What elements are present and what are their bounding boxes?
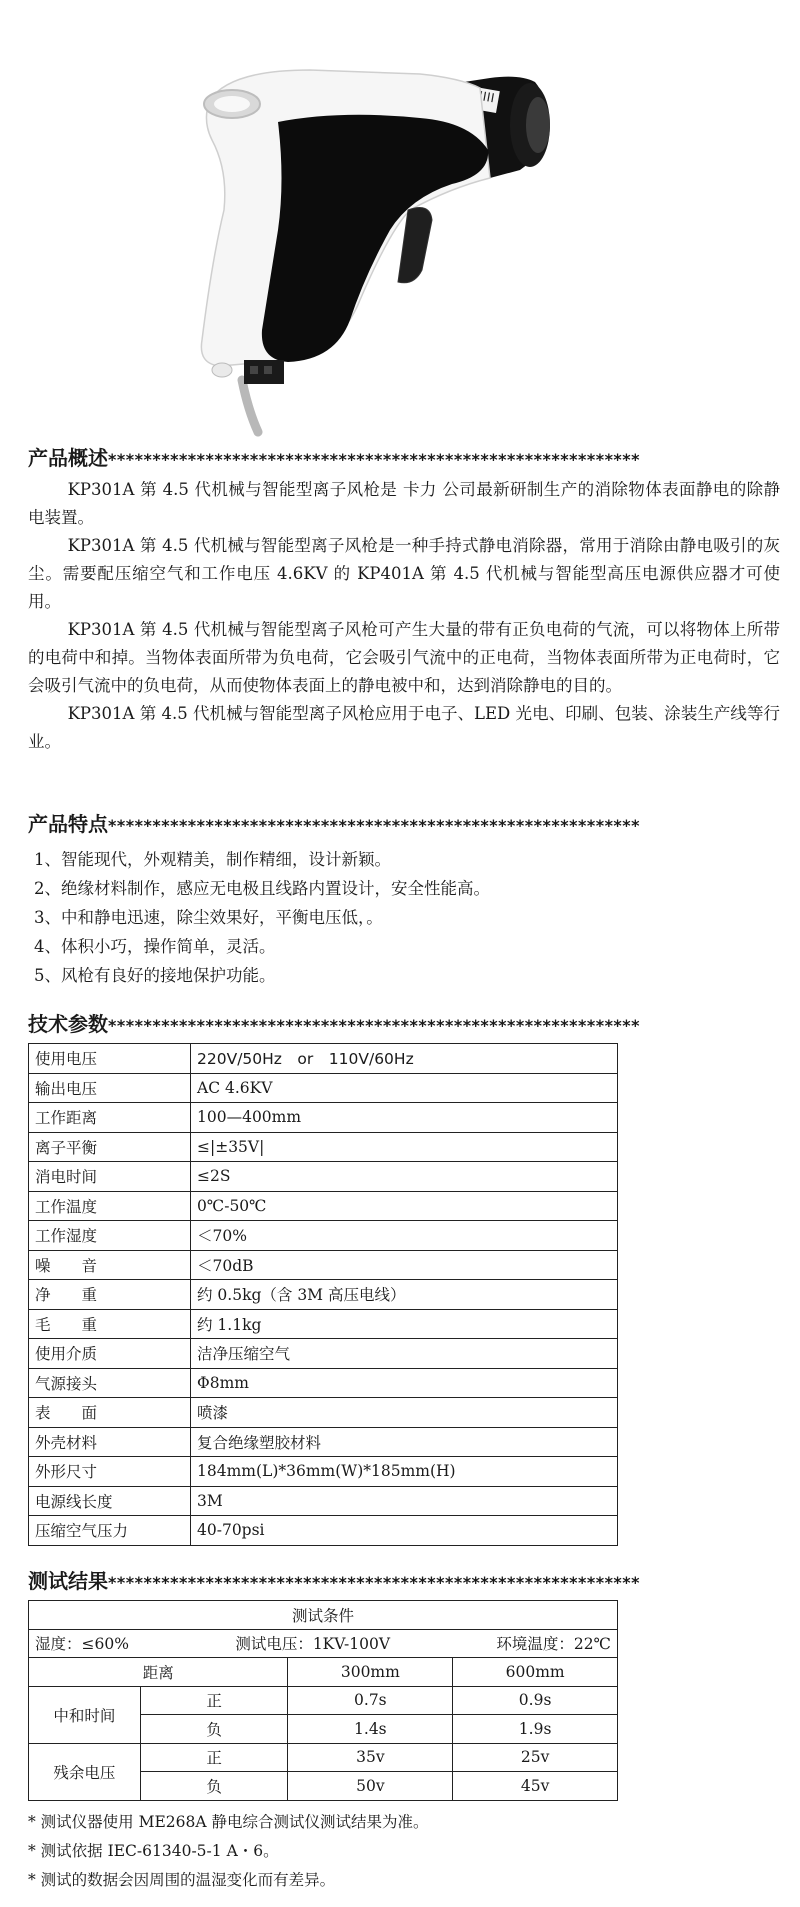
table-row: 电源线长度 3M [29, 1486, 618, 1516]
feature-item: 4、体积小巧，操作简单，灵活。 [34, 937, 276, 956]
table-row: 输出电压 AC 4.6KV [29, 1073, 618, 1103]
feature-item: 2、绝缘材料制作，感应无电极且线路内置设计，安全性能高。 [34, 879, 490, 898]
specs-heading: 技术参数************************************************************ [28, 1012, 641, 1036]
ion-air-gun-image [190, 60, 610, 440]
overview-paragraph: KP301A 第 4.5 代机械与智能型离子风枪是 卡力 公司最新研制生产的消除物体表面静电的除静电装置。 [28, 480, 780, 527]
table-row: 毛 重 约 1.1kg [29, 1309, 618, 1339]
table-row: 离子平衡 ≤|±35V| [29, 1132, 618, 1162]
table-row: 外壳材料 复合绝缘塑胶材料 [29, 1427, 618, 1457]
feature-item: 1、智能现代，外观精美，制作精细，设计新颖。 [34, 850, 391, 869]
table-row: 外形尺寸 184mm(L)*36mm(W)*185mm(H) [29, 1457, 618, 1487]
overview-paragraph: KP301A 第 4.5 代机械与智能型离子风枪应用于电子、LED 光电、印刷、包装、涂装生产线等行业。 [28, 704, 780, 751]
features-heading: 产品特点************************************************************ [28, 812, 641, 836]
table-row: 工作距离 100—400mm [29, 1103, 618, 1133]
overview-paragraph: KP301A 第 4.5 代机械与智能型离子风枪是一种手持式静电消除器，常用于消除由静电吸引的灰尘。需要配压缩空气和工作电压 4.6KV 的 KP401A 第 4.5 代机械与智能型高压电源供应器才可使用。 [28, 536, 780, 611]
test-notes [28, 1808, 780, 1895]
table-row: 工作温度 0℃-50℃ [29, 1191, 618, 1221]
test-temperature: 环境温度：22℃ [496, 1635, 611, 1654]
table-row [29, 1601, 618, 1630]
overview-text [28, 476, 780, 756]
table-row [29, 1629, 618, 1658]
features-list [34, 845, 774, 990]
test-condition-title: 测试条件 [29, 1601, 618, 1630]
test-heading: 测试结果************************************************************ [28, 1569, 641, 1593]
table-row: 使用电压 220V/50Hz or 110V/60Hz [29, 1044, 618, 1074]
note-item: * 测试仪器使用 ME268A 静电综合测试仪测试结果为准。 [28, 1813, 429, 1831]
table-row: 距离 300mm 600mm [29, 1658, 618, 1687]
table-row: 残余电压 正 35v 25v [29, 1743, 618, 1772]
table-row: 压缩空气压力 40-70psi [29, 1516, 618, 1546]
table-row: 使用介质 洁净压缩空气 [29, 1339, 618, 1369]
note-item: * 测试依据 IEC-61340-5-1 A・6。 [28, 1842, 279, 1860]
table-row: 中和时间 正 0.7s 0.9s [29, 1686, 618, 1715]
feature-item: 3、中和静电迅速，除尘效果好，平衡电压低，。 [34, 908, 383, 927]
table-row: 噪 音 ＜70dB [29, 1250, 618, 1280]
feature-item: 5、风枪有良好的接地保护功能。 [34, 966, 276, 985]
test-humidity: 湿度：≤60% [35, 1635, 129, 1654]
table-row: 表 面 喷漆 [29, 1398, 618, 1428]
table-row: 气源接头 Φ8mm [29, 1368, 618, 1398]
spec-table [28, 1043, 618, 1546]
test-table [28, 1600, 618, 1801]
table-row: 消电时间 ≤2S [29, 1162, 618, 1192]
overview-heading: 产品概述************************************************************ [28, 446, 641, 470]
note-item: * 测试的数据会因周围的温湿变化而有差异。 [28, 1871, 336, 1889]
overview-paragraph: KP301A 第 4.5 代机械与智能型离子风枪可产生大量的带有正负电荷的气流，可以将物体上所带的电荷中和掉。当物体表面所带为负电荷，它会吸引气流中的正电荷，当物体表面所带为正电荷时，它会吸引气流中的负电荷，从而使物体表面上的静电被中和，达到消除静电的目的。 [28, 620, 780, 695]
table-row: 工作湿度 ＜70% [29, 1221, 618, 1251]
table-row: 负 1.4s 1.9s [29, 1715, 618, 1744]
table-row: 净 重 约 0.5kg（含 3M 高压电线） [29, 1280, 618, 1310]
test-voltage: 测试电压：1KV-100V [235, 1635, 391, 1654]
table-row: 负 50v 45v [29, 1772, 618, 1801]
